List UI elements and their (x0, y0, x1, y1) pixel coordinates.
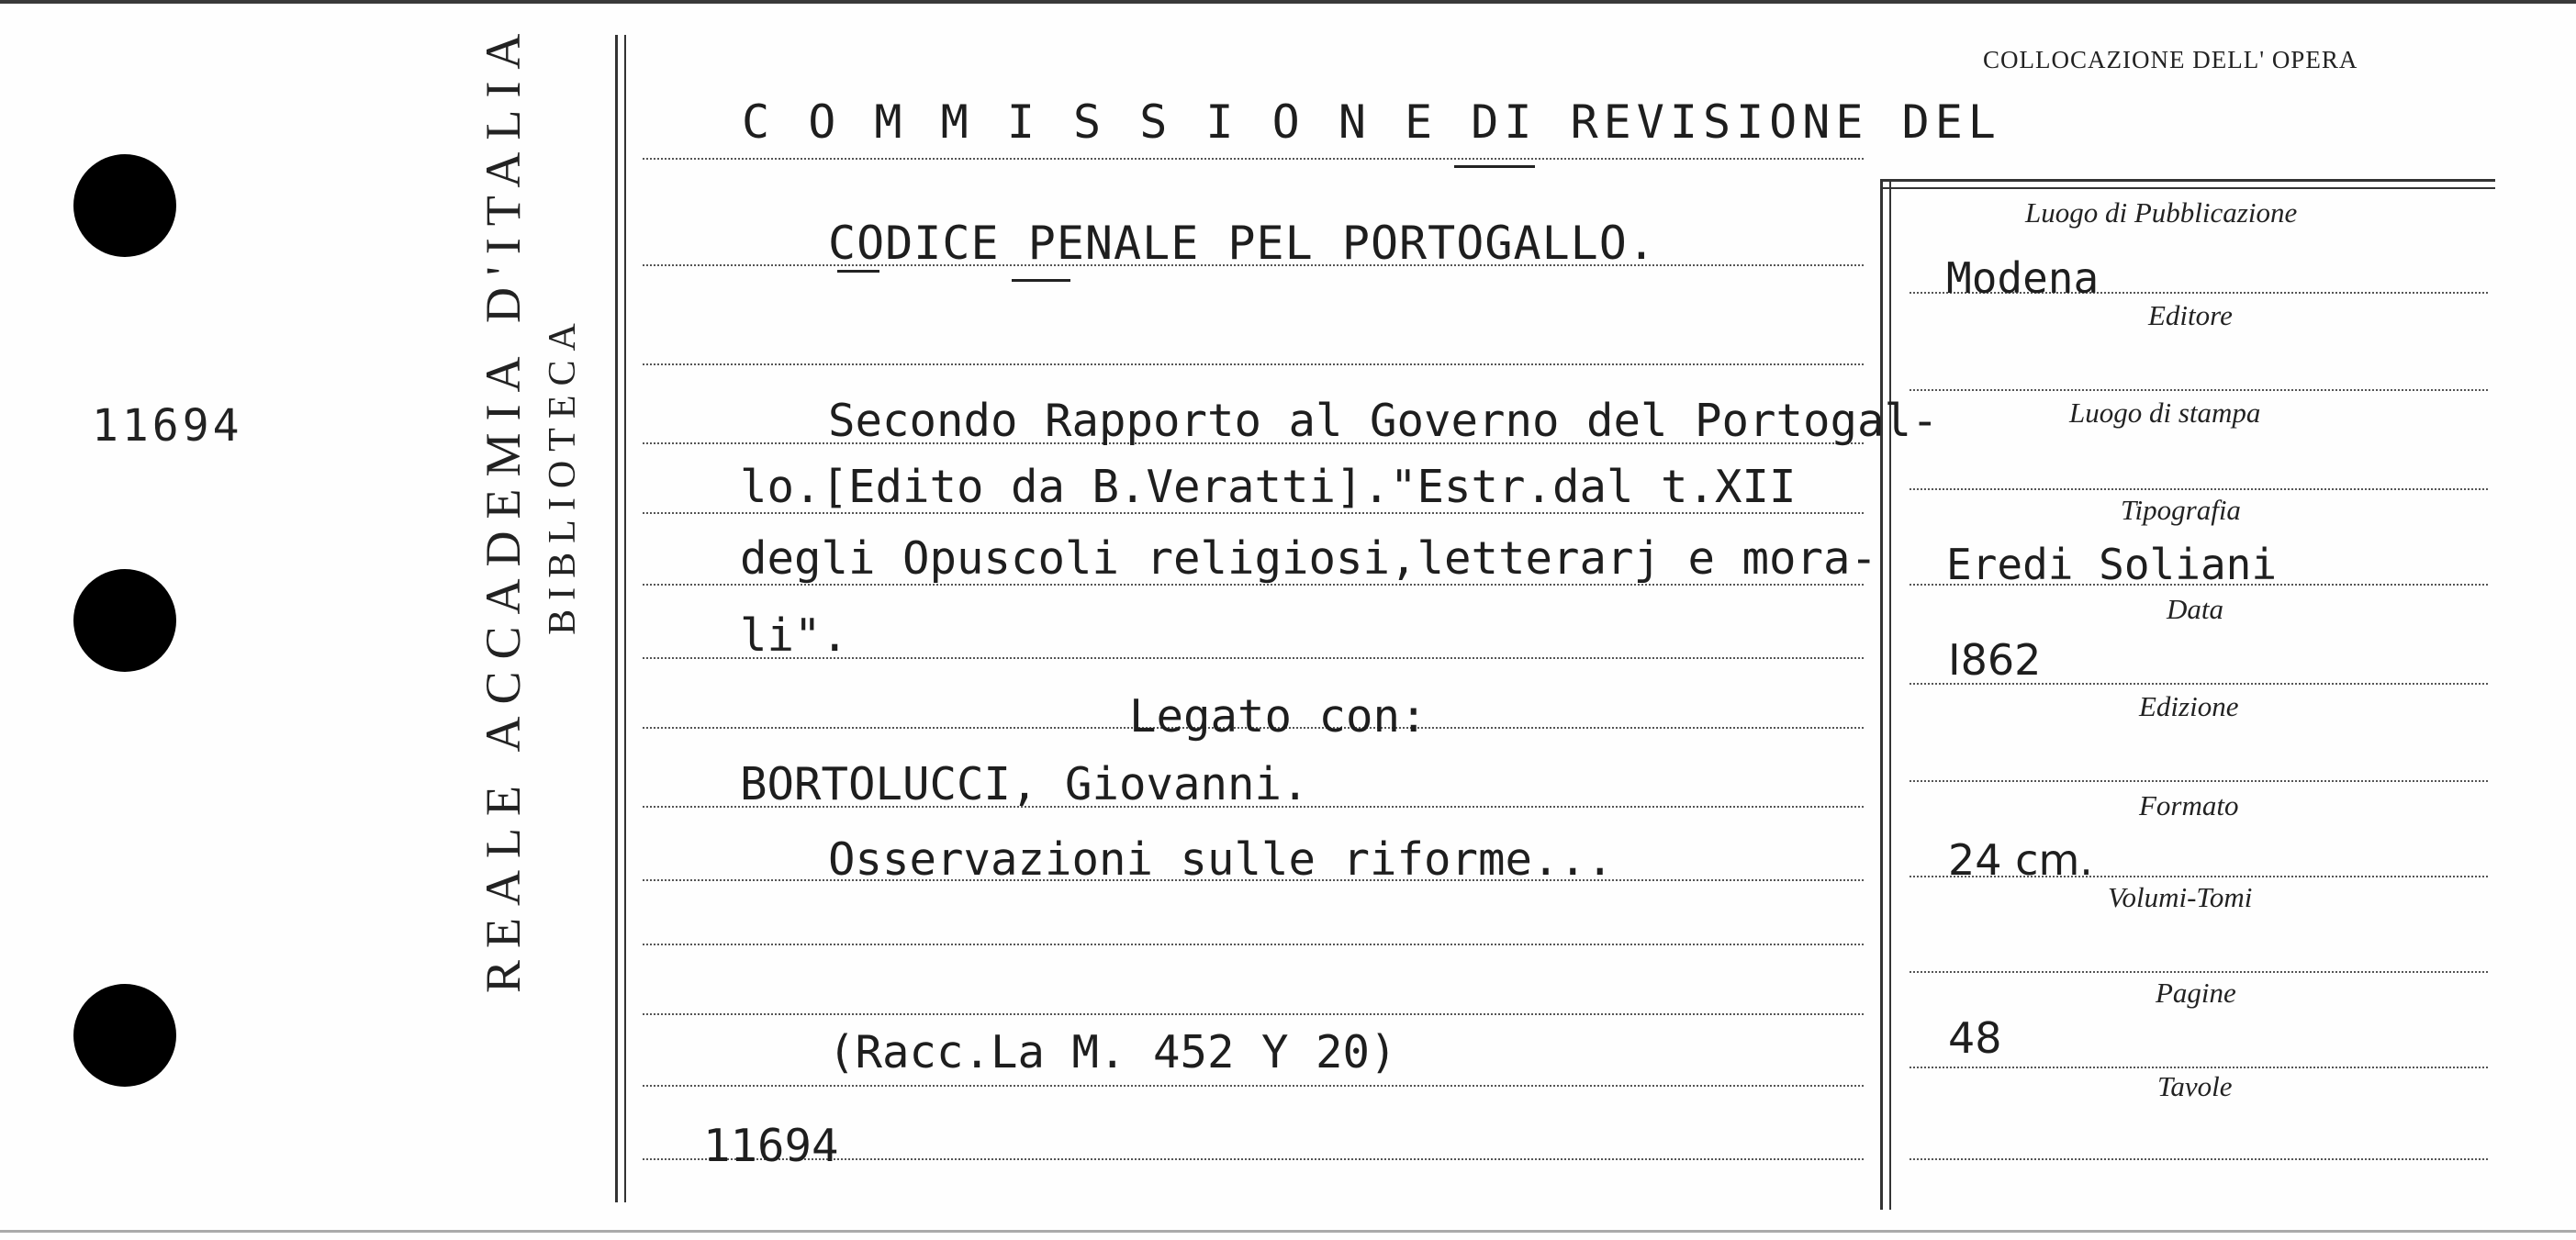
left-margin-rule (615, 35, 618, 1202)
pagine-label: Pagine (2156, 977, 2236, 1009)
title-underline-mark (1012, 279, 1070, 282)
bound-with-label: Legato con: (1129, 690, 1428, 743)
title-underline-mark (837, 270, 879, 273)
tipografia-label: Tipografia (2121, 494, 2241, 526)
right-panel-rule-inner (1889, 182, 1891, 1210)
side-inventory-number: 11694 (92, 400, 243, 452)
bound-title: Osservazioni sulle riforme... (828, 833, 1614, 886)
body-line-4: li". (740, 609, 849, 662)
ruled-line (643, 1013, 1864, 1015)
field-line (1910, 488, 2488, 490)
formato-value: 24 cm. (1948, 835, 2093, 885)
bound-author: BORTOLUCCI, Giovanni. (740, 758, 1309, 810)
inventory-number: 11694 (703, 1120, 839, 1172)
formato-label: Formato (2139, 789, 2239, 821)
body-line-2: lo.[Edito da B.Veratti]."Estr.dal t.XII (740, 461, 1797, 513)
title-line-2: CODICE PENALE PEL PORTOGALLO. (828, 217, 1656, 270)
title-underline-mark (1454, 165, 1535, 168)
field-line (1910, 1067, 2488, 1068)
field-line (1910, 389, 2488, 391)
field-line (1910, 971, 2488, 973)
pagine-value: 48 (1948, 1013, 2002, 1063)
ruled-line (643, 363, 1864, 365)
data-value: I862 (1948, 635, 2042, 685)
data-label: Data (2167, 593, 2223, 625)
field-line (1910, 780, 2488, 782)
shelf-reference: (Racc.La M. 452 Y 20) (828, 1026, 1397, 1078)
academy-name-vertical: REALE ACCADEMIA D'ITALIA (476, 21, 531, 993)
punch-hole-bottom (73, 984, 176, 1087)
volumi-tomi-label: Volumi-Tomi (2108, 881, 2253, 913)
luogo-pubblicazione-label: Luogo di Pubblicazione (2025, 196, 2298, 229)
body-line-3: degli Opuscoli religiosi,letterarj e mora- (740, 532, 1878, 585)
location-header: COLLOCAZIONE DELL' OPERA (1983, 46, 2358, 73)
right-panel-top-rule (1880, 179, 2495, 182)
card-top-edge (0, 0, 2576, 4)
editore-label: Editore (2148, 299, 2233, 331)
title-line-1: C O M M I S S I O N E DI REVISIONE DEL (742, 95, 2001, 149)
right-panel-top-rule-inner (1880, 187, 2495, 189)
body-line-1: Secondo Rapporto al Governo del Portogal- (828, 395, 1939, 447)
card-bottom-edge (0, 1230, 2576, 1233)
ruled-line (643, 158, 1864, 160)
luogo-pubblicazione-value: Modena (1946, 253, 2100, 303)
luogo-stampa-label: Luogo di stampa (2069, 397, 2261, 429)
right-panel-rule (1880, 182, 1883, 1210)
edizione-label: Edizione (2139, 690, 2239, 722)
ruled-line (643, 1085, 1864, 1087)
tavole-label: Tavole (2157, 1070, 2233, 1102)
punch-hole-middle (73, 569, 176, 672)
left-margin-rule-inner (624, 35, 626, 1202)
library-name-vertical: BIBLIOTECA (542, 314, 584, 635)
field-line (1910, 1158, 2488, 1160)
tipografia-value: Eredi Soliani (1946, 540, 2278, 589)
punch-hole-top (73, 154, 176, 257)
ruled-line (643, 944, 1864, 945)
